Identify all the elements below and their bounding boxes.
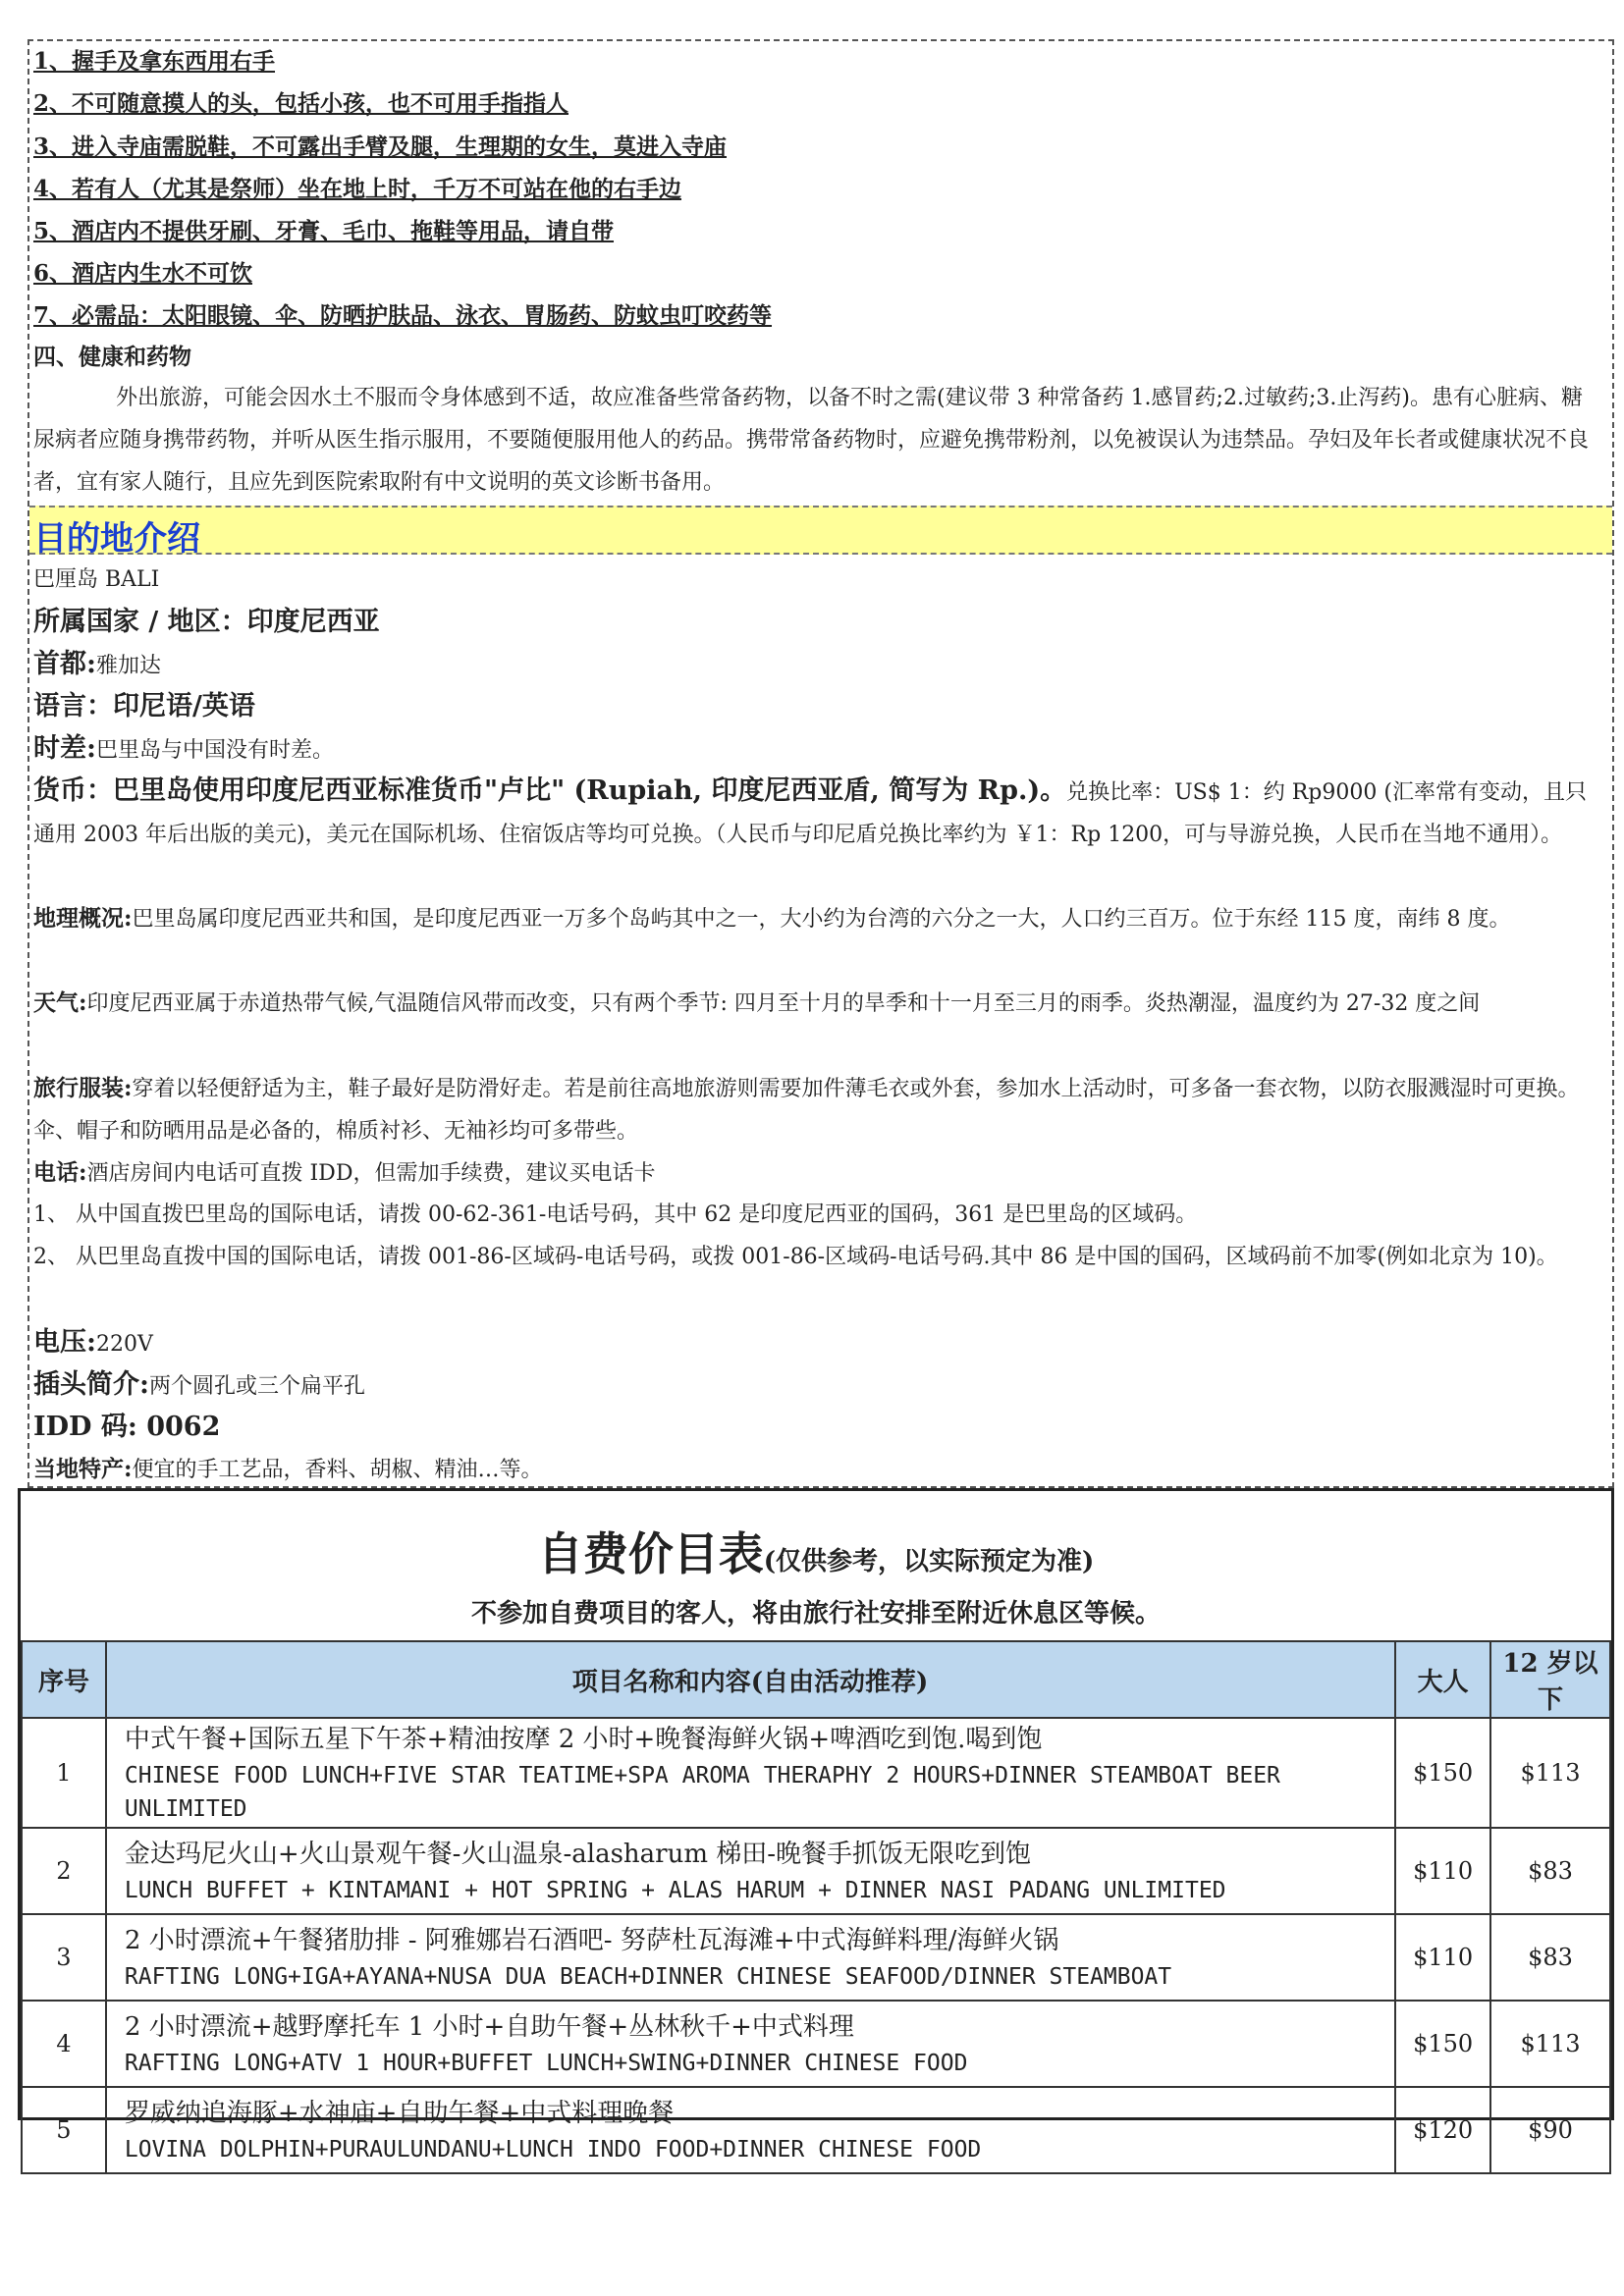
row-item: 罗威纳追海豚+水神庙+自助午餐+中式料理晚餐 LOVINA DOLPHIN+PURAULUNDANU+LUNCH INDO FOOD+DINNER CHINESE FOOD: [106, 2087, 1395, 2173]
timezone-line: 时差:巴里岛与中国没有时差。: [33, 733, 334, 764]
row-item: 2 小时漂流+越野摩托车 1 小时+自助午餐+丛林秋千+中式料理 RAFTING LONG+ATV 1 HOUR+BUFFET LUNCH+SWING+DINNER CHINESE FOOD: [106, 2001, 1395, 2087]
health-text: 外出旅游，可能会因水土不服而令身体感到不适，故应准备些常备药物，以备不时之需(建议带 3 种常备药 1.感冒药;2.过敏药;3.止泻药)。患有心脏病、糖尿病者应随身携带药物，并听从医生指示服用，不要随便服用他人的药品。携带常备药物时，应避免携带粉剂，以免被误认为违禁品。孕妇及年长者或健康状况不良者，宜有家人随行，且应先到医院索取附有中文说明的英文诊断书备用。: [33, 386, 1590, 495]
header-no: 序号: [22, 1641, 106, 1718]
row-no: 3: [22, 1914, 106, 2001]
row-no: 2: [22, 1828, 106, 1914]
language-line: 语言：印尼语/英语: [33, 691, 255, 721]
row-no: 4: [22, 2001, 106, 2087]
row-item: 金达玛尼火山+火山景观午餐-火山温泉-alasharum 梯田-晚餐手抓饭无限吃到饱 LUNCH BUFFET + KINTAMANI + HOT SPRING + ALAS HARUM + DINNER NASI PADANG UNLIMITED: [106, 1828, 1395, 1914]
destination-band: [29, 506, 1612, 559]
health-heading: 四、健康和药物: [33, 344, 191, 370]
row-child-price: $113: [1490, 2001, 1610, 2087]
price-table: [21, 1640, 1611, 2174]
price-table-title: 自费价目表(仅供参考，以实际预定为准): [537, 1527, 1095, 1580]
header-child: 12 岁以下: [1490, 1641, 1610, 1718]
price-table-note: 不参加自费项目的客人，将由旅行社安排至附近休息区等候。: [470, 1599, 1161, 1629]
row-child-price: $90: [1490, 2087, 1610, 2173]
phone-item-2: 2、 从巴里岛直拨中国的国际电话，请拨 001-86-区域码-电话号码，或拨 001-86-区域码-电话号码.其中 86 是中国的国码，区域码前不加零(例如北京为 10)。: [33, 1245, 1558, 1269]
health-paragraph: [33, 377, 1597, 504]
destination-title: 目的地介绍: [33, 519, 200, 559]
table-row: [22, 2001, 1610, 2087]
row-item: 中式午餐+国际五星下午茶+精油按摩 2 小时+晚餐海鲜火锅+啤酒吃到饱.喝到饱 CHINESE FOOD LUNCH+FIVE STAR TEATIME+SPA AROMA THERAPHY 2 HOURS+DINNER STEAMBOAT BEER UNLIMITED: [106, 1718, 1395, 1828]
header-adult: 大人: [1395, 1641, 1490, 1718]
rule-3: 3、进入寺庙需脱鞋，不可露出手臂及腿，生理期的女生，莫进入寺庙: [33, 133, 728, 160]
price-table-header: [22, 1641, 1610, 1718]
currency-paragraph: 货币：巴里岛使用印度尼西亚标准货币"卢比" (Rupiah, 印度尼西亚盾, 简写为 Rp.)。兑换比率：US$ 1：约 Rp9000 (汇率常有变动，且只通用 2003 年后出版的美元)，美元在国际机场、住宿饭店等均可兑换。（人民币与印尼盾兑换比率约为 ￥1：Rp 1200，可与导游兑换，人民币在当地不通用）。: [33, 775, 1587, 847]
rule-7: 7、必需品：太阳眼镜、伞、防晒护肤品、泳衣、胃肠药、防蚊虫叮咬药等: [33, 302, 773, 329]
voltage-line: 电压:220V: [33, 1327, 153, 1358]
rule-2: 2、不可随意摸人的头，包括小孩，也不可用手指指人: [33, 90, 569, 117]
idd-line: IDD 码: 0062: [33, 1412, 221, 1442]
header-item: 项目名称和内容(自由活动推荐): [106, 1641, 1395, 1718]
row-adult-price: $110: [1395, 1828, 1490, 1914]
table-row: [22, 2087, 1610, 2173]
rule-1: 1、握手及拿东西用右手: [33, 48, 276, 75]
country-line: 所属国家 / 地区：印度尼西亚: [33, 607, 380, 637]
weather-paragraph: 天气:印度尼西亚属于赤道热带气候,气温随信风带而改变，只有两个季节: 四月至十月的旱季和十一月至三月的雨季。炎热潮湿，温度约为 27-32 度之间: [33, 989, 1481, 1016]
rule-6: 6、酒店内生水不可饮: [33, 260, 253, 287]
table-row: [22, 1828, 1610, 1914]
row-adult-price: $120: [1395, 2087, 1490, 2173]
table-row: [22, 1718, 1610, 1828]
table-row: [22, 1914, 1610, 2001]
rule-5: 5、酒店内不提供牙刷、牙膏、毛巾、拖鞋等用品，请自带: [33, 218, 615, 244]
geography-paragraph: 地理概况:巴里岛属印度尼西亚共和国，是印度尼西亚一万多个岛屿其中之一，大小约为台湾的六分之一大，人口约三百万。位于东经 115 度，南纬 8 度。: [33, 905, 1511, 932]
capital-line: 首都:雅加达: [33, 649, 161, 679]
row-no: 1: [22, 1718, 106, 1828]
row-child-price: $83: [1490, 1828, 1610, 1914]
price-table-box: [18, 1488, 1614, 2163]
row-child-price: $83: [1490, 1914, 1610, 2001]
rule-4: 4、若有人（尤其是祭师）坐在地上时，千万不可站在他的右手边: [33, 176, 682, 202]
phone-item-1: 1、 从中国直拨巴里岛的国际电话，请拨 00-62-361-电话号码，其中 62 是印度尼西亚的国码，361 是巴里岛的区域码。: [33, 1202, 1198, 1227]
plug-line: 插头简介:两个圆孔或三个扁平孔: [33, 1369, 365, 1400]
row-adult-price: $150: [1395, 1718, 1490, 1828]
row-adult-price: $110: [1395, 1914, 1490, 2001]
row-item: 2 小时漂流+午餐猪肋排 - 阿雅娜岩石酒吧- 努萨杜瓦海滩+中式海鲜料理/海鲜火锅 RAFTING LONG+IGA+AYANA+NUSA DUA BEACH+DINNER CHINESE SEAFOOD/DINNER STEAMBOAT: [106, 1914, 1395, 2001]
specialty-line: 当地特产:便宜的手工艺品，香料、胡椒、精油…等。: [33, 1456, 543, 1482]
row-child-price: $113: [1490, 1718, 1610, 1828]
destination-name: 巴厘岛 BALI: [33, 567, 160, 592]
row-adult-price: $150: [1395, 2001, 1490, 2087]
dress-paragraph: 旅行服装:穿着以轻便舒适为主，鞋子最好是防滑好走。若是前往高地旅游则需要加件薄毛衣或外套，参加水上活动时，可多备一套衣物，以防衣服溅湿时可更换。伞、帽子和防晒用品是必备的，棉质衬衫、无袖衫均可多带些。: [33, 1075, 1580, 1144]
row-no: 5: [22, 2087, 106, 2173]
phone-line: 电话:酒店房间内电话可直拨 IDD，但需加手续费，建议买电话卡: [33, 1159, 656, 1186]
